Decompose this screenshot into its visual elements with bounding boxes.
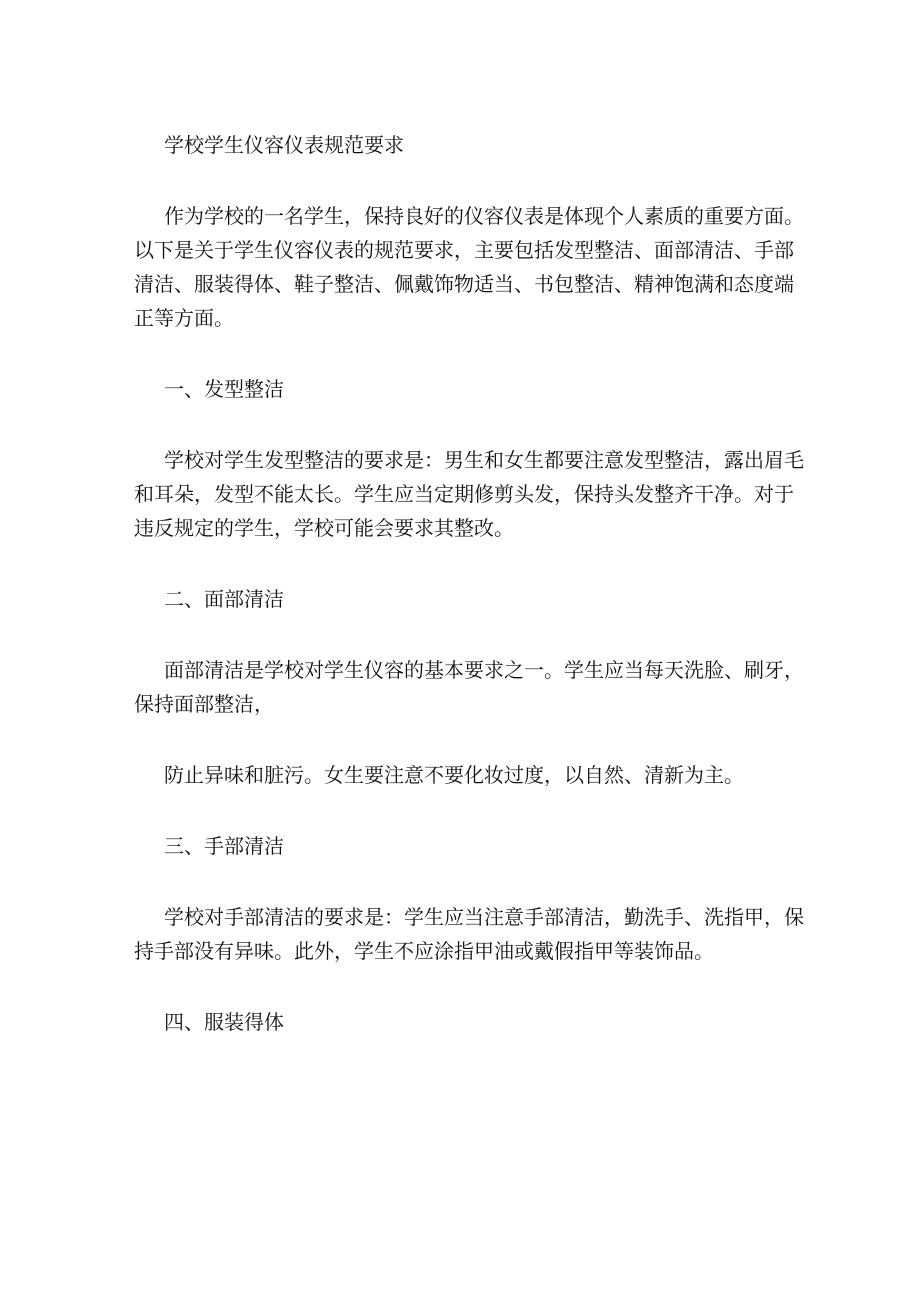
section-body-hands: 学校对手部清洁的要求是：学生应当注意手部清洁，勤洗手、洗指甲，保持手部没有异味。此外，学生不应涂指甲油或戴假指甲等装饰品。 (134, 905, 804, 963)
document-body (134, 128, 806, 1039)
section-heading-clothing: 四、服装得体 (164, 1010, 284, 1034)
intro-paragraph: 作为学校的一名学生，保持良好的仪容仪表是体现个人素质的重要方面。以下是关于学生仪容仪表的规范要求，主要包括发型整洁、面部清洁、手部清洁、服装得体、鞋子整洁、佩戴饰物适当、书包整洁、精神饱满和态度端正等方面。 (134, 204, 804, 330)
section-heading-hands: 三、手部清洁 (164, 834, 284, 858)
section-heading-face: 二、面部清洁 (164, 587, 284, 611)
section-body-face: 面部清洁是学校对学生仪容的基本要求之一。学生应当每天洗脸、刷牙，保持面部整洁， (134, 658, 804, 716)
section-body-face-continued: 防止异味和脏污。女生要注意不要化妆过度，以自然、清新为主。 (164, 763, 744, 787)
section-body-hair: 学校对学生发型整洁的要求是：男生和女生都要注意发型整洁，露出眉毛和耳朵，发型不能太长。学生应当定期修剪头发，保持头发整齐干净。对于违反规定的学生，学校可能会要求其整改。 (134, 448, 804, 540)
document-title: 学校学生仪容仪表规范要求 (164, 133, 404, 157)
section-heading-hair: 一、发型整洁 (164, 377, 284, 401)
